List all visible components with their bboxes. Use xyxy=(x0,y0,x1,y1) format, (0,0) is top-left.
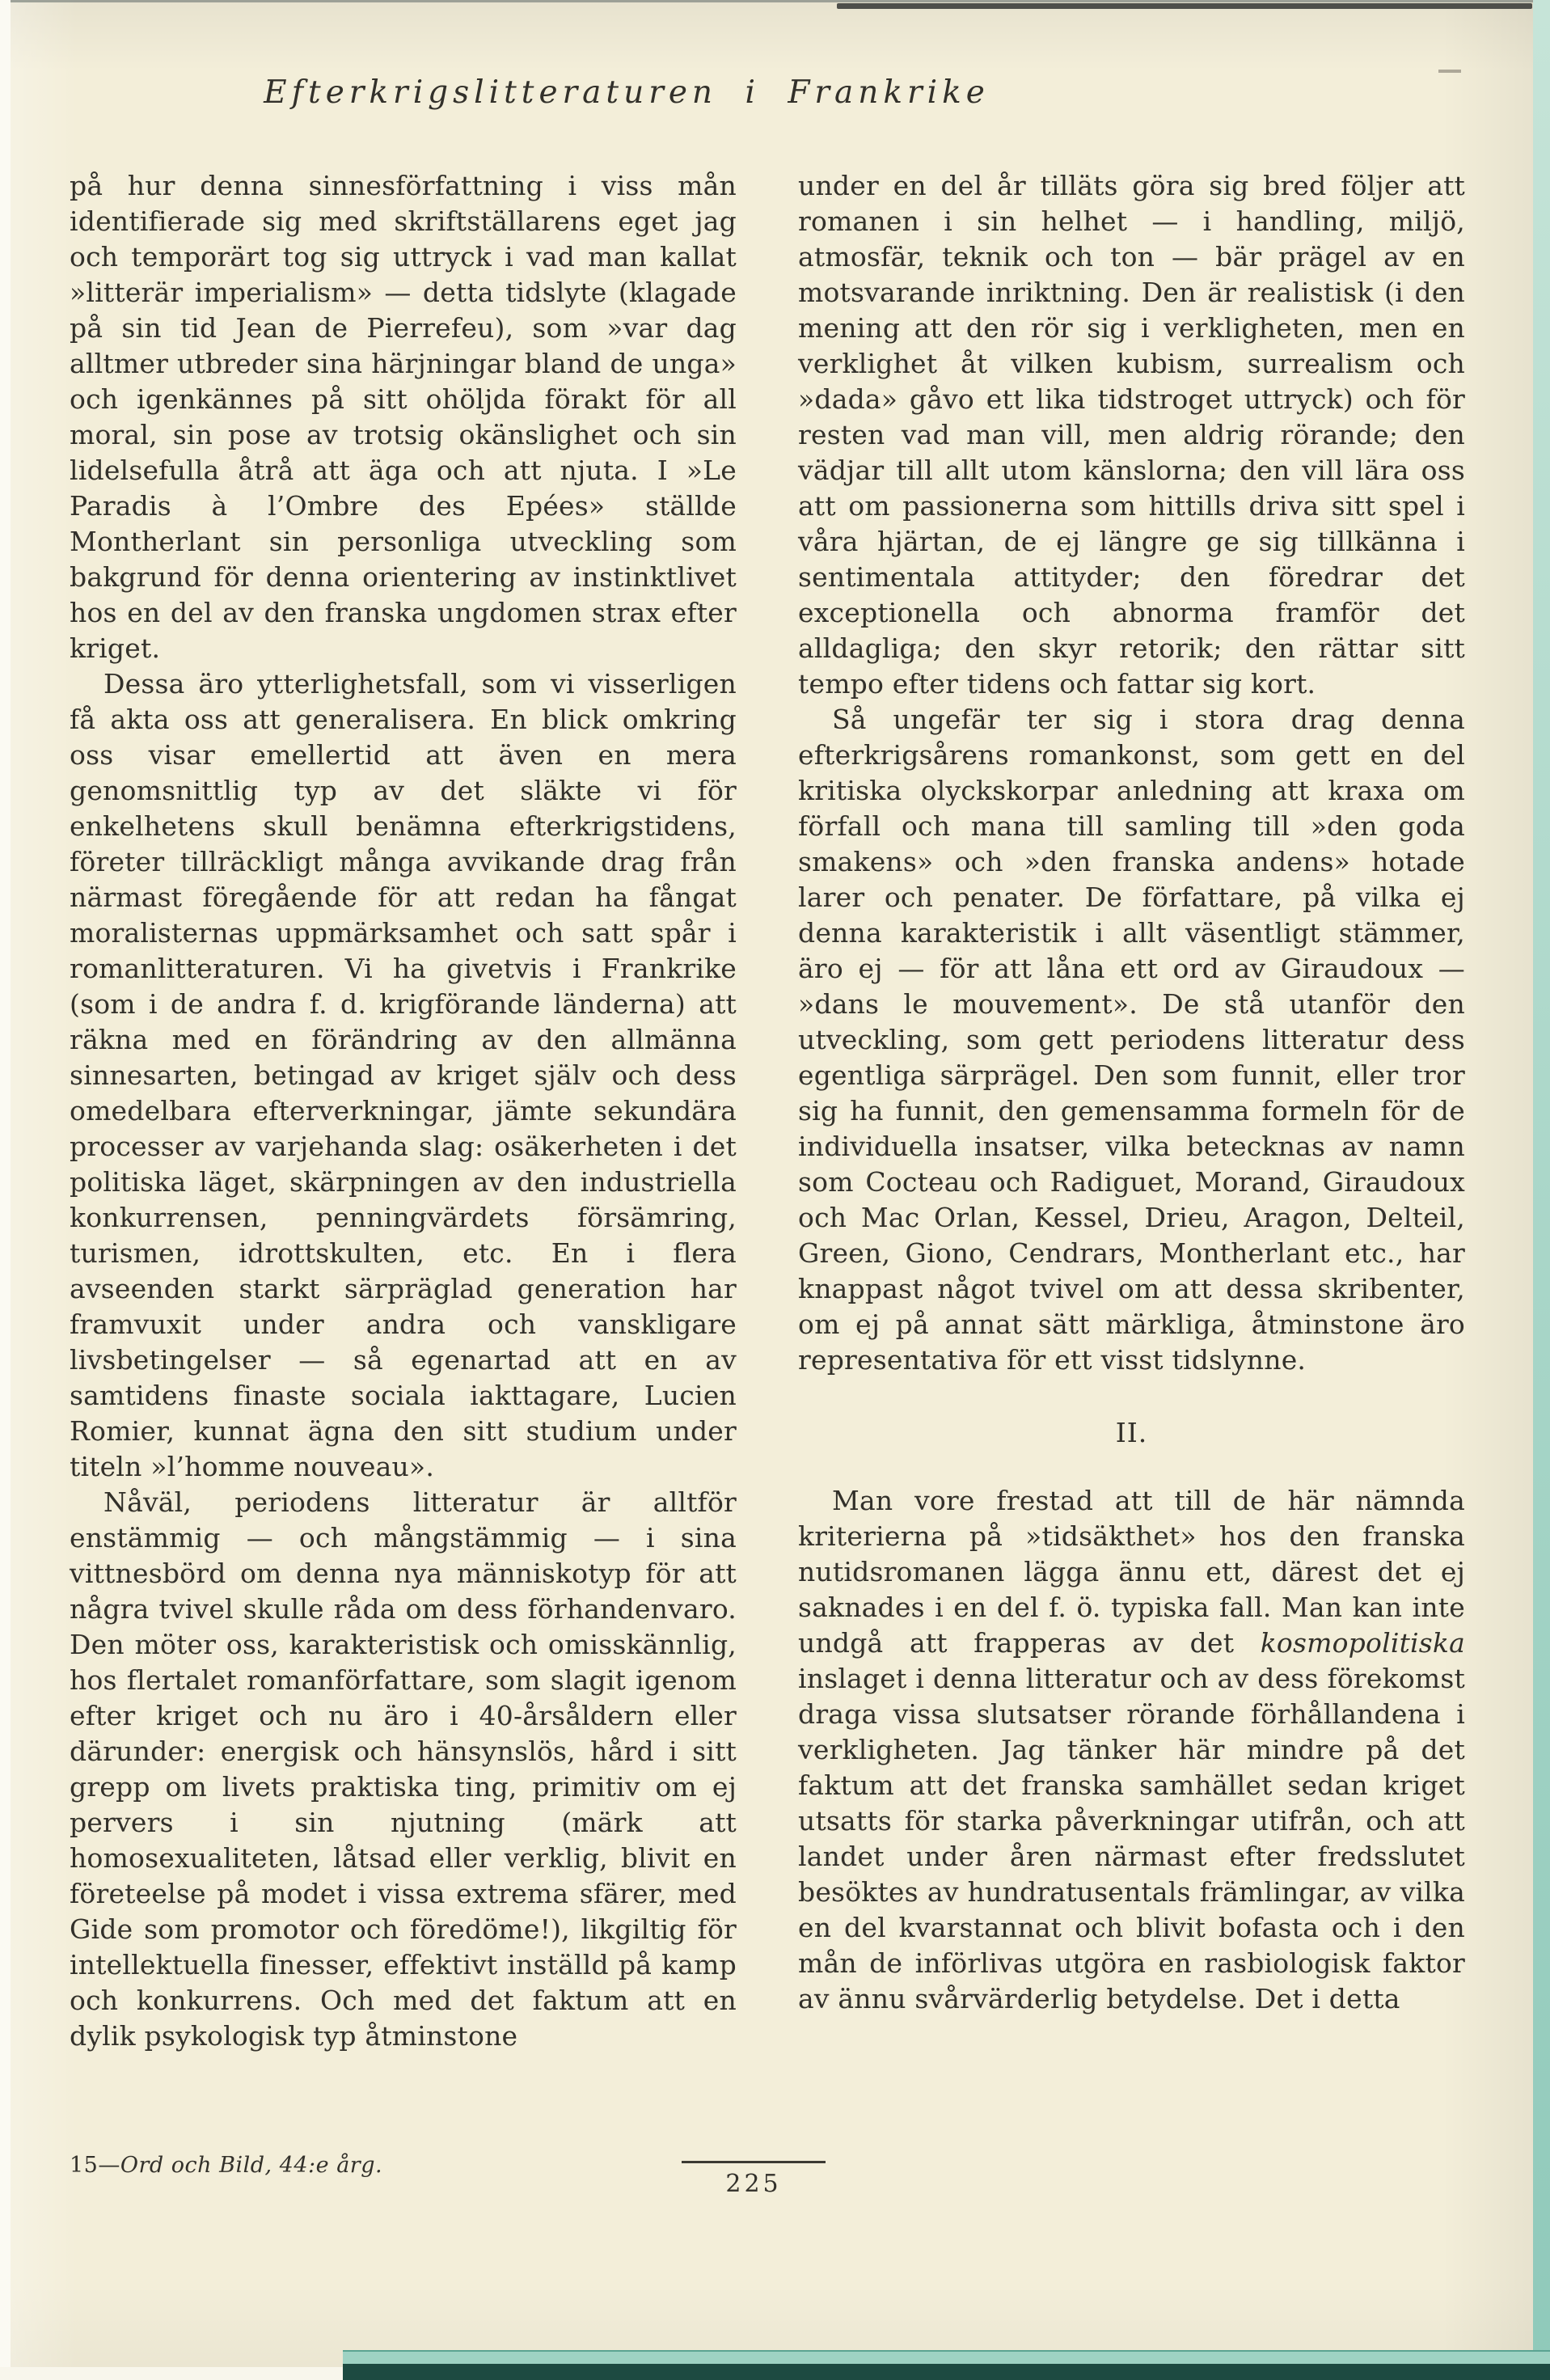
text-block xyxy=(70,168,1465,2054)
section-heading: II. xyxy=(1115,1417,1148,1448)
paragraph xyxy=(70,1485,737,2054)
scan-edge-top-line xyxy=(0,0,1550,2)
paragraph xyxy=(70,666,737,1485)
page-number: 225 xyxy=(725,2170,782,2198)
paragraph xyxy=(798,1483,1465,2017)
footer-note xyxy=(70,2153,382,2178)
text-run: på hur denna sinnesförfattning i viss mån identifierade sig med skriftställarens eget jag och temporärt tog sig uttryck i vad man kallat »litterär imperialism» — detta tidslyte (klagade på sin tid Jean de Pierrefeu), som »var dag alltmer utbreder sina härjningar bland de unga» och igenkännes på sitt ohöljda förakt för all moral, sin pose av trotsig okänslighet och sin lidelsefulla åtrå att äga och att njuta. I »Le Paradis à l’Ombre des Epées» ställde Montherlant sin personliga utveckling som bakgrund för denna orientering av instinktlivet hos en del av den franska ungdomen strax efter kriget. xyxy=(70,170,737,664)
text-run: — xyxy=(98,2153,120,2178)
italic-text-run: Ord och Bild, 44:e årg. xyxy=(120,2153,383,2178)
scan-edge-left-strip xyxy=(0,0,11,2380)
stray-scan-mark xyxy=(1438,70,1461,73)
paragraph xyxy=(70,168,737,666)
text-run: 15 xyxy=(70,2153,99,2178)
page-number-block xyxy=(673,2161,834,2198)
text-run: Så ungefär ter sig i stora drag denna efterkrigsårens romankonst, som gett en del kritiska olyckskorpar anledning att kraxa om förfall och mana till samling till »den goda smakens» och »den franska andens» hotade larer och penater. De författare, på vilka ej denna karakteristik i allt väsentligt stämmer, äro ej — för att låna ett ord av Giraudoux — »dans le mouvement». De stå utanför den utveckling, som gett periodens litteratur dess egentliga särprägel. Den som funnit, eller tror sig ha funnit, den gemensamma formeln för de individuella insatser, vilka betecknas av namn som Cocteau och Radiguet, Morand, Giraudoux och Mac Orlan, Kessel, Drieu, Aragon, Delteil, Green, Giono, Cendrars, Montherlant etc., har knappast något tvivel om att dessa skribenter, om ej på annat sätt märkliga, åtminstone äro representativa för ett visst tidslynne. xyxy=(798,704,1465,1376)
paragraph xyxy=(798,702,1465,1378)
text-run: Man vore frestad att till de här nämnda kriterierna på »tidsäkthet» hos den franska nutidsromanen lägga ännu ett, därest det ej saknades i en del f. ö. typiska fall. Man kan inte undgå att frapperas av det xyxy=(798,1485,1465,1659)
scan-edge-top-dark-bar xyxy=(837,3,1532,9)
column-left xyxy=(70,168,737,2054)
italic-text-run: kosmopolitiska xyxy=(1260,1627,1465,1659)
scan-edge-right-strip xyxy=(1533,0,1550,2380)
page-number-rule xyxy=(682,2161,826,2163)
scan-edge-bottom-dark-band xyxy=(343,2364,1550,2380)
text-run: inslaget i denna litteratur och av dess förekomst draga vissa slutsatser rörande förhållandena i verkligheten. Jag tänker här mindre på det faktum att det franska samhället sedan kriget utsatts för starka påverkningar utifrån, och att landet under åren närmast efter fredsslutet besöktes av hundratusentals främlingar, av vilka en del kvarstannat och blivit bofasta och i den mån de införlivas utgöra en rasbiologisk faktor av ännu svårvärderlig betydelse. Det i detta xyxy=(798,1663,1465,2014)
scan-edge-bottom-light-band xyxy=(343,2350,1550,2364)
paragraph xyxy=(798,168,1465,702)
text-run: under en del år tilläts göra sig bred följer att romanen i sin helhet — i handling, miljö, atmosfär, teknik och ton — bär prägel av en motsvarande inriktning. Den är realistisk (i den mening att den rör sig i verkligheten, men en verklighet åt vilken kubism, surrealism och »dada» gåvo ett lika tidstroget uttryck) och för resten vad man vill, men aldrig rörande; den vädjar till allt utom känslorna; den vill lära oss att om passionerna som hittills driva sitt spel i våra hjärtan, de ej längre ge sig tillkänna i sentimentala attityder; den föredrar det exceptionella och abnorma framför det alldagliga; den skyr retorik; den rättar sitt tempo efter tidens och fattar sig kort. xyxy=(798,170,1465,700)
text-run: Nåväl, periodens litteratur är alltför enstämmig — och mångstämmig — i sina vittnesbörd om denna nya människotyp för att några tvivel skulle råda om dess förhandenvaro. Den möter oss, karakteristisk och omisskännlig, hos flertalet romanförfattare, som slagit igenom efter kriget och nu äro i 40-årsåldern eller därunder: energisk och hänsynslös, hård i sitt grepp om livets praktiska ting, primitiv om ej pervers i sin njutning (märk att homosexualiteten, låtsad eller verklig, blivit en företeelse på modet i vissa extrema sfärer, med Gide som promotor och föredöme!), likgiltig för intellektuella finesser, effektivt inställd på kamp och konkurrens. Och med det faktum att en dylik psykologisk typ åtminstone xyxy=(70,1486,737,2052)
column-right xyxy=(798,168,1465,2017)
scan-edge-bottom-left-strip xyxy=(0,2367,343,2380)
text-run: Dessa äro ytterlighetsfall, som vi visserligen få akta oss att generalisera. En blick omkring oss visar emellertid att även en mera genomsnittlig typ av det släkte vi för enkelhetens skull benämna efterkrigstidens, företer tillräckligt många avvikande drag från närmast föregående för att redan ha fångat moralisternas uppmärksamhet och satt spår i romanlitteraturen. Vi ha givetvis i Frankrike (som i de andra f. d. krigförande länderna) att räkna med en förändring av den allmänna sinnesarten, betingad av kriget själv och dess omedelbara efterverkningar, jämte sekundära processer av varjehanda slag: osäkerheten i det politiska läget, skärpningen av den industriella konkurrensen, penningvärdets försämring, turismen, idrottskulten, etc. En i flera avseenden starkt särpräglad generation har framvuxit under andra och vanskligare livsbetingelser — så egenartad att en av samtidens finaste sociala iakttagare, Lucien Romier, kunnat ägna den sitt studium under titeln »l’homme nouveau». xyxy=(70,668,737,1482)
running-head-title: Efterkrigslitteraturen i Frankrike xyxy=(264,74,990,111)
